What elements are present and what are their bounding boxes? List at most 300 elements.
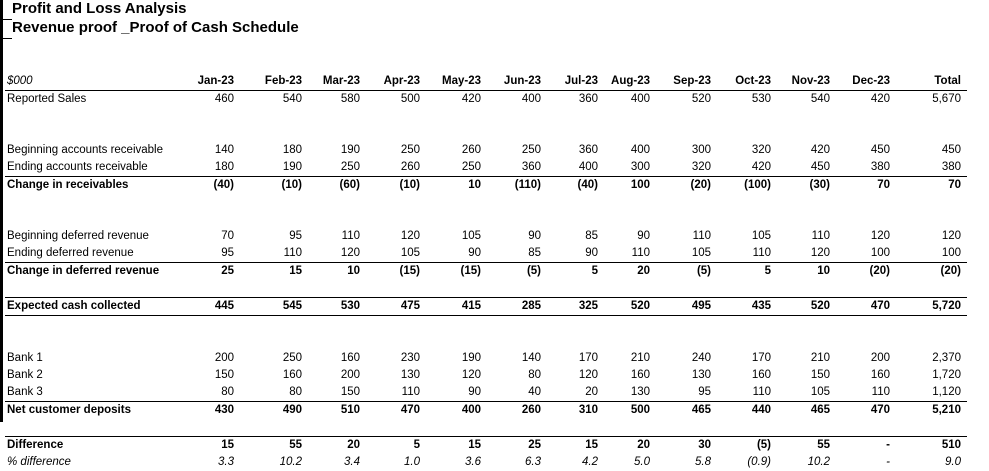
total-cell: 5,670	[932, 93, 961, 105]
value-cell: 250	[282, 352, 302, 364]
row-beg-ar	[5, 142, 967, 159]
value-cell: 110	[752, 247, 771, 259]
empty-cell	[487, 211, 547, 228]
value-cell: -	[836, 437, 896, 455]
empty-cell	[366, 211, 426, 228]
value-cell: 250	[400, 144, 420, 156]
value-cell: 70	[221, 230, 234, 242]
row-label: Beginning accounts receivable	[7, 144, 163, 156]
value-cell: 545	[240, 298, 308, 316]
title-divider	[3, 19, 12, 20]
empty-cell	[777, 108, 836, 125]
value-cell: 435	[717, 298, 777, 316]
empty-cell	[777, 125, 836, 142]
value-cell: 160	[340, 352, 360, 364]
empty-cell	[185, 108, 240, 125]
value-cell: (15)	[426, 263, 487, 281]
empty-cell	[308, 125, 366, 142]
value-cell: 325	[547, 298, 604, 316]
row-beg-dr	[5, 228, 967, 245]
empty-cell	[656, 316, 717, 334]
value-cell: 40	[528, 386, 541, 398]
month-header: Aug-23	[604, 73, 656, 91]
value-cell: 450	[870, 144, 890, 156]
value-cell: (10)	[240, 177, 308, 195]
empty-cell	[547, 333, 604, 350]
value-cell: 150	[340, 386, 360, 398]
empty-cell	[836, 211, 896, 228]
value-cell: 90	[585, 247, 598, 259]
empty-cell	[426, 211, 487, 228]
empty-cell	[656, 211, 717, 228]
empty-cell	[604, 316, 656, 334]
value-cell: 1.0	[404, 456, 420, 468]
value-cell: 400	[630, 93, 650, 105]
empty-cell	[656, 194, 717, 211]
month-header: Oct-23	[717, 73, 777, 91]
empty-cell	[717, 280, 777, 298]
empty-cell	[185, 316, 240, 334]
value-cell: 190	[340, 144, 360, 156]
value-cell: 520	[604, 298, 656, 316]
value-cell: 540	[810, 93, 830, 105]
value-cell: 500	[400, 93, 420, 105]
proof-of-cash-table	[5, 73, 967, 471]
value-cell: 90	[528, 230, 541, 242]
empty-cell	[487, 194, 547, 211]
value-cell: 90	[637, 230, 650, 242]
empty-cell	[185, 211, 240, 228]
empty-cell	[604, 211, 656, 228]
row-chg-dr	[5, 263, 967, 281]
value-cell: (20)	[656, 177, 717, 195]
value-cell: 5	[717, 263, 777, 281]
empty-cell	[777, 316, 836, 334]
value-cell: 360	[521, 161, 541, 173]
value-cell: 430	[185, 402, 240, 420]
empty-cell	[308, 316, 366, 334]
empty-cell	[308, 108, 366, 125]
value-cell: 540	[282, 93, 302, 105]
value-cell: -	[886, 456, 890, 468]
row-label: Bank 3	[7, 386, 43, 398]
value-cell: 95	[221, 247, 234, 259]
value-cell: 95	[289, 230, 302, 242]
empty-cell	[5, 280, 185, 298]
value-cell: 400	[578, 161, 598, 173]
value-cell: 240	[691, 352, 711, 364]
empty-cell	[185, 194, 240, 211]
empty-cell	[896, 316, 967, 334]
row-label: Difference	[5, 437, 185, 455]
header-row	[5, 73, 967, 91]
value-cell: (0.9)	[747, 456, 771, 468]
empty-cell	[836, 280, 896, 298]
value-cell: 15	[240, 263, 308, 281]
value-cell: 310	[547, 402, 604, 420]
value-cell: 80	[289, 386, 302, 398]
empty-cell	[366, 280, 426, 298]
total-cell: (20)	[896, 263, 967, 281]
value-cell: (40)	[547, 177, 604, 195]
value-cell: (15)	[366, 263, 426, 281]
value-cell: 5	[547, 263, 604, 281]
empty-cell	[896, 333, 967, 350]
value-cell: 120	[578, 369, 598, 381]
empty-cell	[426, 333, 487, 350]
value-cell: 360	[578, 144, 598, 156]
value-cell: 440	[717, 402, 777, 420]
total-cell: 2,370	[932, 352, 961, 364]
value-cell: 140	[521, 352, 541, 364]
value-cell: 285	[487, 298, 547, 316]
row-bank2	[5, 367, 967, 384]
total-cell: 9.0	[945, 456, 961, 468]
spacer-row	[5, 280, 967, 298]
value-cell: 6.3	[525, 456, 541, 468]
row-label: Ending accounts receivable	[7, 161, 148, 173]
value-cell: 465	[656, 402, 717, 420]
row-label: Beginning deferred revenue	[7, 230, 149, 242]
month-header: Jun-23	[487, 73, 547, 91]
value-cell: 580	[340, 93, 360, 105]
value-cell: 130	[400, 369, 420, 381]
empty-cell	[656, 333, 717, 350]
value-cell: 110	[871, 386, 890, 398]
value-cell: (60)	[308, 177, 366, 195]
value-cell: 140	[214, 144, 234, 156]
total-cell: 100	[941, 247, 961, 259]
row-end-ar	[5, 159, 967, 177]
value-cell: 70	[836, 177, 896, 195]
value-cell: 260	[487, 402, 547, 420]
row-end-dr	[5, 245, 967, 263]
empty-cell	[426, 125, 487, 142]
value-cell: 445	[185, 298, 240, 316]
value-cell: 510	[308, 402, 366, 420]
row-label: Reported Sales	[7, 93, 87, 105]
value-cell: (100)	[717, 177, 777, 195]
value-cell: 520	[691, 93, 711, 105]
value-cell: 15	[426, 437, 487, 455]
month-header: Feb-23	[240, 73, 308, 91]
empty-cell	[240, 316, 308, 334]
row-label: Change in receivables	[5, 177, 185, 195]
sheet-left-border	[0, 0, 3, 422]
value-cell: 420	[751, 161, 771, 173]
month-header: Apr-23	[366, 73, 426, 91]
value-cell: 10.2	[807, 456, 830, 468]
empty-cell	[240, 125, 308, 142]
value-cell: 10	[777, 263, 836, 281]
empty-cell	[656, 125, 717, 142]
value-cell: 530	[751, 93, 771, 105]
value-cell: 160	[282, 369, 302, 381]
value-cell: 110	[811, 230, 830, 242]
empty-cell	[426, 280, 487, 298]
empty-cell	[717, 125, 777, 142]
total-cell: 1,720	[932, 369, 961, 381]
value-cell: 80	[221, 386, 234, 398]
empty-cell	[426, 194, 487, 211]
row-net-deposits	[5, 402, 967, 420]
value-cell: 3.6	[465, 456, 481, 468]
value-cell: 5.0	[634, 456, 650, 468]
value-cell: 250	[461, 161, 481, 173]
value-cell: 10	[308, 263, 366, 281]
value-cell: 120	[810, 247, 830, 259]
spacer-row	[5, 211, 967, 228]
value-cell: 495	[656, 298, 717, 316]
empty-cell	[604, 280, 656, 298]
spacer-row	[5, 316, 967, 334]
empty-cell	[836, 108, 896, 125]
value-cell: 25	[185, 263, 240, 281]
value-cell: 20	[308, 437, 366, 455]
empty-cell	[487, 333, 547, 350]
value-cell: 90	[468, 386, 481, 398]
header-unit-label: $000	[5, 73, 185, 91]
total-cell: 380	[941, 161, 961, 173]
empty-cell	[836, 333, 896, 350]
empty-cell	[717, 108, 777, 125]
value-cell: (110)	[487, 177, 547, 195]
value-cell: 170	[751, 352, 771, 364]
value-cell: 110	[341, 230, 360, 242]
value-cell: 90	[468, 247, 481, 259]
value-cell: 100	[604, 177, 656, 195]
empty-cell	[5, 125, 185, 142]
empty-cell	[656, 108, 717, 125]
empty-cell	[717, 316, 777, 334]
value-cell: 110	[752, 386, 771, 398]
value-cell: 105	[461, 230, 481, 242]
value-cell: 490	[240, 402, 308, 420]
value-cell: 415	[426, 298, 487, 316]
empty-cell	[656, 280, 717, 298]
empty-cell	[487, 125, 547, 142]
total-header: Total	[896, 73, 967, 91]
empty-cell	[836, 125, 896, 142]
row-chg-ar	[5, 177, 967, 195]
value-cell: 250	[340, 161, 360, 173]
empty-cell	[308, 280, 366, 298]
empty-cell	[185, 333, 240, 350]
row-expected	[5, 298, 967, 316]
value-cell: 110	[692, 230, 711, 242]
value-cell: 85	[585, 230, 598, 242]
empty-cell	[487, 280, 547, 298]
empty-cell	[240, 108, 308, 125]
value-cell: 105	[751, 230, 771, 242]
value-cell: 160	[870, 369, 890, 381]
value-cell: 380	[870, 161, 890, 173]
value-cell: 105	[400, 247, 420, 259]
value-cell: 210	[810, 352, 830, 364]
value-cell: 520	[777, 298, 836, 316]
empty-cell	[185, 125, 240, 142]
empty-cell	[366, 125, 426, 142]
empty-cell	[777, 280, 836, 298]
value-cell: 420	[461, 93, 481, 105]
value-cell: 55	[240, 437, 308, 455]
value-cell: 160	[751, 369, 771, 381]
value-cell: 400	[630, 144, 650, 156]
empty-cell	[896, 280, 967, 298]
value-cell: 160	[630, 369, 650, 381]
value-cell: 465	[777, 402, 836, 420]
empty-cell	[896, 125, 967, 142]
empty-cell	[5, 316, 185, 334]
value-cell: 470	[366, 402, 426, 420]
value-cell: 150	[810, 369, 830, 381]
value-cell: 55	[777, 437, 836, 455]
empty-cell	[487, 108, 547, 125]
empty-cell	[547, 125, 604, 142]
empty-cell	[185, 280, 240, 298]
value-cell: 3.4	[344, 456, 360, 468]
value-cell: 100	[870, 247, 890, 259]
value-cell: (40)	[185, 177, 240, 195]
empty-cell	[777, 211, 836, 228]
empty-cell	[5, 108, 185, 125]
month-header: Sep-23	[656, 73, 717, 91]
value-cell: 25	[487, 437, 547, 455]
value-cell: 95	[698, 386, 711, 398]
empty-cell	[5, 333, 185, 350]
month-header: Dec-23	[836, 73, 896, 91]
empty-cell	[366, 333, 426, 350]
value-cell: 130	[630, 386, 650, 398]
empty-cell	[896, 108, 967, 125]
empty-cell	[308, 333, 366, 350]
empty-cell	[777, 194, 836, 211]
empty-cell	[896, 194, 967, 211]
value-cell: 120	[400, 230, 420, 242]
value-cell: 360	[578, 93, 598, 105]
value-cell: 230	[400, 352, 420, 364]
value-cell: 420	[810, 144, 830, 156]
value-cell: 470	[836, 402, 896, 420]
empty-cell	[366, 108, 426, 125]
value-cell: 85	[528, 247, 541, 259]
value-cell: (10)	[366, 177, 426, 195]
value-cell: 15	[185, 437, 240, 455]
empty-cell	[366, 194, 426, 211]
value-cell: 120	[870, 230, 890, 242]
value-cell: 20	[604, 263, 656, 281]
value-cell: 4.2	[582, 456, 598, 468]
value-cell: 10	[426, 177, 487, 195]
empty-cell	[717, 333, 777, 350]
value-cell: (20)	[836, 263, 896, 281]
row-label: Bank 2	[7, 369, 43, 381]
value-cell: 190	[282, 161, 302, 173]
empty-cell	[836, 194, 896, 211]
empty-cell	[5, 211, 185, 228]
value-cell: 200	[870, 352, 890, 364]
row-label: Expected cash collected	[5, 298, 185, 316]
value-cell: 5	[366, 437, 426, 455]
value-cell: 450	[810, 161, 830, 173]
empty-cell	[604, 125, 656, 142]
total-cell: 5,720	[896, 298, 967, 316]
value-cell: 260	[400, 161, 420, 173]
value-cell: 250	[521, 144, 541, 156]
value-cell: 110	[283, 247, 302, 259]
value-cell: 30	[656, 437, 717, 455]
value-cell: 20	[604, 437, 656, 455]
empty-cell	[426, 316, 487, 334]
value-cell: 130	[691, 369, 711, 381]
value-cell: (30)	[777, 177, 836, 195]
total-cell: 5,210	[896, 402, 967, 420]
empty-cell	[836, 316, 896, 334]
value-cell: 210	[630, 352, 650, 364]
empty-cell	[487, 316, 547, 334]
value-cell: 150	[214, 369, 234, 381]
row-reported-sales	[5, 91, 967, 109]
value-cell: 320	[691, 161, 711, 173]
total-cell: 450	[941, 144, 961, 156]
value-cell: 5.8	[695, 456, 711, 468]
spacer-row	[5, 194, 967, 211]
month-header: May-23	[426, 73, 487, 91]
value-cell: (5)	[717, 437, 777, 455]
value-cell: 500	[604, 402, 656, 420]
value-cell: 190	[461, 352, 481, 364]
row-bank3	[5, 384, 967, 402]
empty-cell	[547, 108, 604, 125]
value-cell: 475	[366, 298, 426, 316]
value-cell: 460	[214, 93, 234, 105]
month-header: Jan-23	[185, 73, 240, 91]
spacer-row	[5, 125, 967, 142]
row-label: % difference	[7, 456, 71, 468]
spacer-row	[5, 108, 967, 125]
value-cell: 10.2	[279, 456, 302, 468]
empty-cell	[366, 316, 426, 334]
value-cell: 3.3	[218, 456, 234, 468]
row-bank1	[5, 350, 967, 367]
value-cell: 105	[691, 247, 711, 259]
row-label: Change in deferred revenue	[5, 263, 185, 281]
empty-cell	[426, 108, 487, 125]
total-cell: 510	[896, 437, 967, 455]
empty-cell	[717, 211, 777, 228]
value-cell: 110	[631, 247, 650, 259]
value-cell: 180	[214, 161, 234, 173]
value-cell: (5)	[487, 263, 547, 281]
month-header: Mar-23	[308, 73, 366, 91]
page-subtitle: Revenue proof _Proof of Cash Schedule	[12, 19, 299, 36]
value-cell: 300	[630, 161, 650, 173]
value-cell: 200	[214, 352, 234, 364]
month-header: Jul-23	[547, 73, 604, 91]
value-cell: 400	[426, 402, 487, 420]
value-cell: 470	[836, 298, 896, 316]
empty-cell	[604, 333, 656, 350]
empty-cell	[547, 316, 604, 334]
row-pct-diff	[5, 454, 967, 471]
empty-cell	[547, 280, 604, 298]
empty-cell	[240, 194, 308, 211]
value-cell: (5)	[656, 263, 717, 281]
value-cell: 180	[282, 144, 302, 156]
total-cell: 70	[896, 177, 967, 195]
value-cell: 260	[461, 144, 481, 156]
subtitle-divider	[3, 38, 12, 39]
